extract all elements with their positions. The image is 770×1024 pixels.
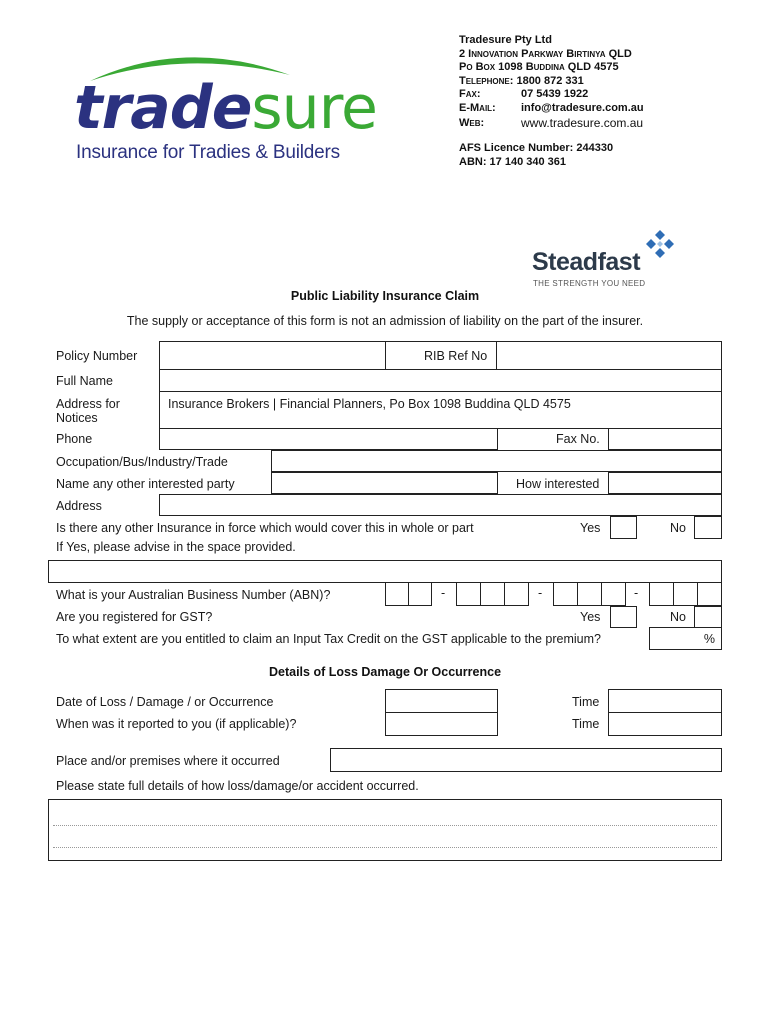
how-interested-label: How interested bbox=[516, 477, 600, 491]
phone-label: Phone bbox=[56, 432, 93, 446]
gst-yes-label: Yes bbox=[580, 610, 601, 624]
email-label: E-Mail: bbox=[459, 101, 496, 114]
date-of-loss-input[interactable] bbox=[385, 689, 498, 713]
logo-wordmark-trade: trade bbox=[74, 73, 252, 143]
other-insurance-yes-checkbox[interactable] bbox=[610, 516, 637, 539]
telephone-label: Telephone: bbox=[459, 74, 514, 87]
percent-sign: % bbox=[703, 632, 715, 646]
if-yes-instruction: If Yes, please advise in the space provided. bbox=[56, 540, 296, 554]
itc-percent-input[interactable] bbox=[649, 627, 722, 650]
address-notices-value: Insurance Brokers | Financial Planners, Po Box 1098 Buddina QLD 4575 bbox=[168, 397, 571, 411]
abn-dash-2: - bbox=[538, 586, 543, 600]
abn-digit-6[interactable] bbox=[553, 582, 578, 606]
company-address-2: Po Box 1098 Buddina QLD 4575 bbox=[459, 61, 619, 73]
fax-no-input[interactable] bbox=[608, 428, 722, 450]
itc-question: To what extent are you entitled to claim an Input Tax Credit on the GST applicable to the premium? bbox=[56, 632, 601, 646]
address-input[interactable] bbox=[159, 494, 722, 516]
fax-label: Fax: bbox=[459, 88, 481, 100]
time-of-loss-input[interactable] bbox=[608, 689, 722, 713]
other-insurance-no-label: No bbox=[670, 521, 686, 535]
details-textarea[interactable] bbox=[48, 799, 722, 861]
logo-tagline: Insurance for Tradies & Builders bbox=[76, 142, 340, 163]
full-name-label: Full Name bbox=[56, 374, 113, 388]
rib-ref-input[interactable] bbox=[496, 341, 722, 370]
occupation-label: Occupation/Bus/Industry/Trade bbox=[56, 455, 228, 469]
reported-time-label: Time bbox=[572, 717, 600, 731]
other-insurance-no-checkbox[interactable] bbox=[694, 516, 722, 539]
other-insurance-question: Is there any other Insurance in force which would cover this in whole or part bbox=[56, 521, 474, 535]
abn-dash-3: - bbox=[634, 586, 639, 600]
web-label: Web: bbox=[459, 117, 485, 129]
form-title: Public Liability Insurance Claim bbox=[290, 289, 480, 303]
telephone-value: 1800 872 331 bbox=[516, 74, 584, 87]
full-name-input[interactable] bbox=[159, 369, 722, 392]
afs-licence: AFS Licence Number: 244330 bbox=[459, 142, 614, 154]
details-label: Please state full details of how loss/damage/or accident occurred. bbox=[56, 779, 419, 793]
details-rule-2 bbox=[53, 847, 717, 848]
abn-digit-3[interactable] bbox=[456, 582, 481, 606]
place-label: Place and/or premises where it occurred bbox=[56, 754, 280, 768]
tradesure-logo bbox=[70, 45, 420, 175]
steadfast-tagline: THE STRENGTH YOU NEED bbox=[533, 279, 646, 288]
email-value[interactable]: info@tradesure.com.au bbox=[521, 101, 644, 114]
gst-yes-checkbox[interactable] bbox=[610, 606, 637, 628]
address-label: Address bbox=[56, 499, 102, 513]
policy-number-input[interactable] bbox=[159, 341, 386, 370]
company-details bbox=[459, 34, 759, 169]
form-disclaimer: The supply or acceptance of this form is not an admission of liability on the part of the insurer. bbox=[126, 314, 644, 328]
abn-digit-1[interactable] bbox=[385, 582, 409, 606]
steadfast-wordmark: Steadfast bbox=[532, 248, 641, 276]
interested-party-input[interactable] bbox=[271, 472, 498, 494]
abn-question: What is your Australian Business Number (ABN)? bbox=[56, 588, 331, 602]
gst-no-checkbox[interactable] bbox=[694, 606, 722, 628]
steadfast-diamond-icon bbox=[642, 228, 678, 262]
other-insurance-details-input[interactable] bbox=[48, 560, 722, 583]
steadfast-logo bbox=[530, 228, 690, 292]
abn-dash-1: - bbox=[441, 586, 446, 600]
fax-value: 07 5439 1922 bbox=[521, 88, 589, 100]
date-of-loss-label: Date of Loss / Damage / or Occurrence bbox=[56, 695, 274, 709]
place-input[interactable] bbox=[330, 748, 722, 772]
how-interested-input[interactable] bbox=[608, 472, 722, 494]
interested-party-label: Name any other interested party bbox=[56, 477, 235, 491]
company-address-1: 2 Innovation Parkway Birtinya QLD bbox=[459, 47, 632, 60]
reported-date-input[interactable] bbox=[385, 712, 498, 736]
address-notices-input[interactable] bbox=[159, 391, 722, 429]
gst-no-label: No bbox=[670, 610, 686, 624]
abn-digit-4[interactable] bbox=[480, 582, 505, 606]
details-rule-1 bbox=[53, 825, 717, 826]
abn-digit-7[interactable] bbox=[577, 582, 602, 606]
time-of-loss-label: Time bbox=[572, 695, 600, 709]
abn-digit-5[interactable] bbox=[504, 582, 529, 606]
fax-no-label: Fax No. bbox=[556, 432, 600, 446]
gst-question: Are you registered for GST? bbox=[56, 610, 213, 624]
web-value[interactable]: www.tradesure.com.au bbox=[521, 116, 644, 130]
abn-digit-10[interactable] bbox=[673, 582, 698, 606]
reported-time-input[interactable] bbox=[608, 712, 722, 736]
address-notices-label: Address for Notices bbox=[56, 397, 120, 425]
abn-digit-9[interactable] bbox=[649, 582, 674, 606]
reported-label: When was it reported to you (if applicable)? bbox=[56, 717, 297, 731]
abn-digit-8[interactable] bbox=[601, 582, 626, 606]
occupation-input[interactable] bbox=[271, 450, 722, 472]
company-abn: ABN: 17 140 340 361 bbox=[459, 155, 567, 168]
other-insurance-yes-label: Yes bbox=[580, 521, 601, 535]
rib-ref-label: RIB Ref No bbox=[424, 349, 488, 363]
phone-input[interactable] bbox=[159, 428, 498, 450]
abn-digit-2[interactable] bbox=[408, 582, 432, 606]
policy-number-label: Policy Number bbox=[56, 349, 138, 363]
loss-heading: Details of Loss Damage Or Occurrence bbox=[268, 665, 502, 679]
company-name: Tradesure Pty Ltd bbox=[459, 34, 552, 46]
logo-wordmark-sure: sure bbox=[251, 73, 377, 143]
abn-digit-11[interactable] bbox=[697, 582, 722, 606]
